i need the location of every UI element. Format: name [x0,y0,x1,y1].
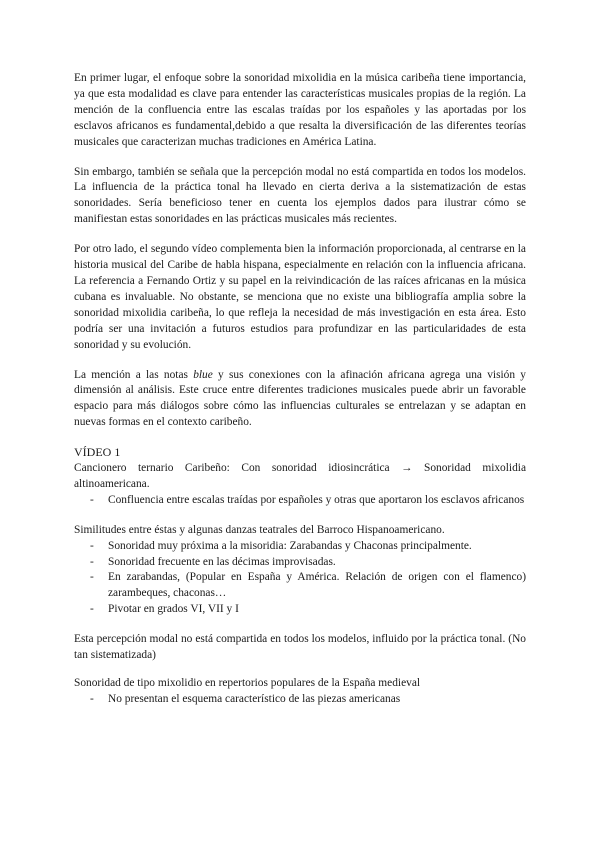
dash-bullet: - [90,555,94,568]
paragraph-second-video: Por otro lado, el segundo vídeo complementa bien la información proporcionada, al centrarse en la historia musical del Caribe de habla hispana, especialmente en relación con la influencia africana. La referencia a Fernando Ortiz y su papel en la reivindicación de las raíces africanas en la música cubana es invaluable. No obstante, se menciona que no existe una bibliografía amplia sobre la sonoridad mixolidia caribeña, lo que refleja la necesidad de más investigación en esta área. Esto podría ser una invitación a futuros estudios para profundizar en las particularidades de esta sonoridad y su evolución. [74,243,526,351]
paragraph-mixolidia-intro: En primer lugar, el enfoque sobre la sonoridad mixolidia en la música caribeña tiene importancia, ya que esta modalidad es clave para entender las características musicales propias de la región. La mención de la confluencia entre las escalas traídas por los españoles y las aportadas por los esclavos africanos es fundamental,debido a que resalta la diversificación de las diferentes teorías musicales que caracterizan muchas tradiciones en América Latina. [74,72,526,148]
list-item-text: Confluencia entre escalas traídas por españoles y otras que aportaron los esclavos africanos [108,493,525,506]
video1-heading: VÍDEO 1 [74,445,121,460]
dash-bullet: - [90,571,94,584]
list-item-text: Sonoridad muy próxima a la misoridia: Zarabandas y Chaconas principalmente. [108,539,472,552]
list-item [74,555,526,571]
list-item [74,692,526,708]
dash-bullet: - [90,539,94,552]
list-item [74,539,526,555]
paragraph-blue-notes [74,368,526,432]
blue-notes-text-before: La mención a las notas [74,368,194,381]
paragraph-modal-perception: Sin embargo, también se señala que la percepción modal no está compartida en todos los modelos. La influencia de la práctica tonal ha llevado en cierta deriva a la sistematización de estas sonoridades. Sería beneficioso tener en cuenta los ejemplos dados para ilustrar cómo se manifiestan estas sonoridades en las prácticas musicales más recientes. [74,165,526,226]
dash-bullet: - [90,692,94,705]
video1-percepcion-line: Esta percepción modal no está compartida en todos los modelos, influido por la práctica tonal. (No tan sistematizada) [74,633,526,662]
video1-list-similitudes [74,539,526,619]
blue-notes-text-after: y sus conexiones con la afinación africana agrega una visión y dimensión al análisis. Este cruce entre diferentes tradiciones musicales puede abrir un favorable espacio para más diálogos sobre cómo las influencias culturales se entrelazan y se adaptan en nuevas formas en el contexto caribeño. [74,368,526,429]
video1-medieval-line: Sonoridad de tipo mixolidio en repertorios populares de la España medieval [74,677,421,689]
list-item-text: En zarabandas, (Popular en España y América. Relación de origen con el flamenco) zarambeques, chaconas… [108,571,526,600]
document-body [74,71,526,708]
list-item [74,493,526,509]
list-item-text: Pivotar en grados VI, VII y I [108,603,239,616]
list-item-text: Sonoridad frecuente en las décimas improvisadas. [108,555,336,568]
video1-list-confluencia [74,493,526,509]
dash-bullet: - [90,493,94,506]
list-item [74,570,526,602]
list-item [74,602,526,618]
video1-similitudes-line: Similitudes entre éstas y algunas danzas teatrales del Barroco Hispanoamericano. [74,523,445,536]
video1-list-medieval [74,692,526,708]
blue-notes-italic: blue [193,368,213,381]
dash-bullet: - [90,603,94,616]
video1-cancionero-line: Cancionero ternario Caribeño: Con sonoridad idiosincrática → Sonoridad mixolidia altinoamericana. [74,462,526,490]
list-item-text: No presentan el esquema característico de las piezas americanas [108,692,401,705]
